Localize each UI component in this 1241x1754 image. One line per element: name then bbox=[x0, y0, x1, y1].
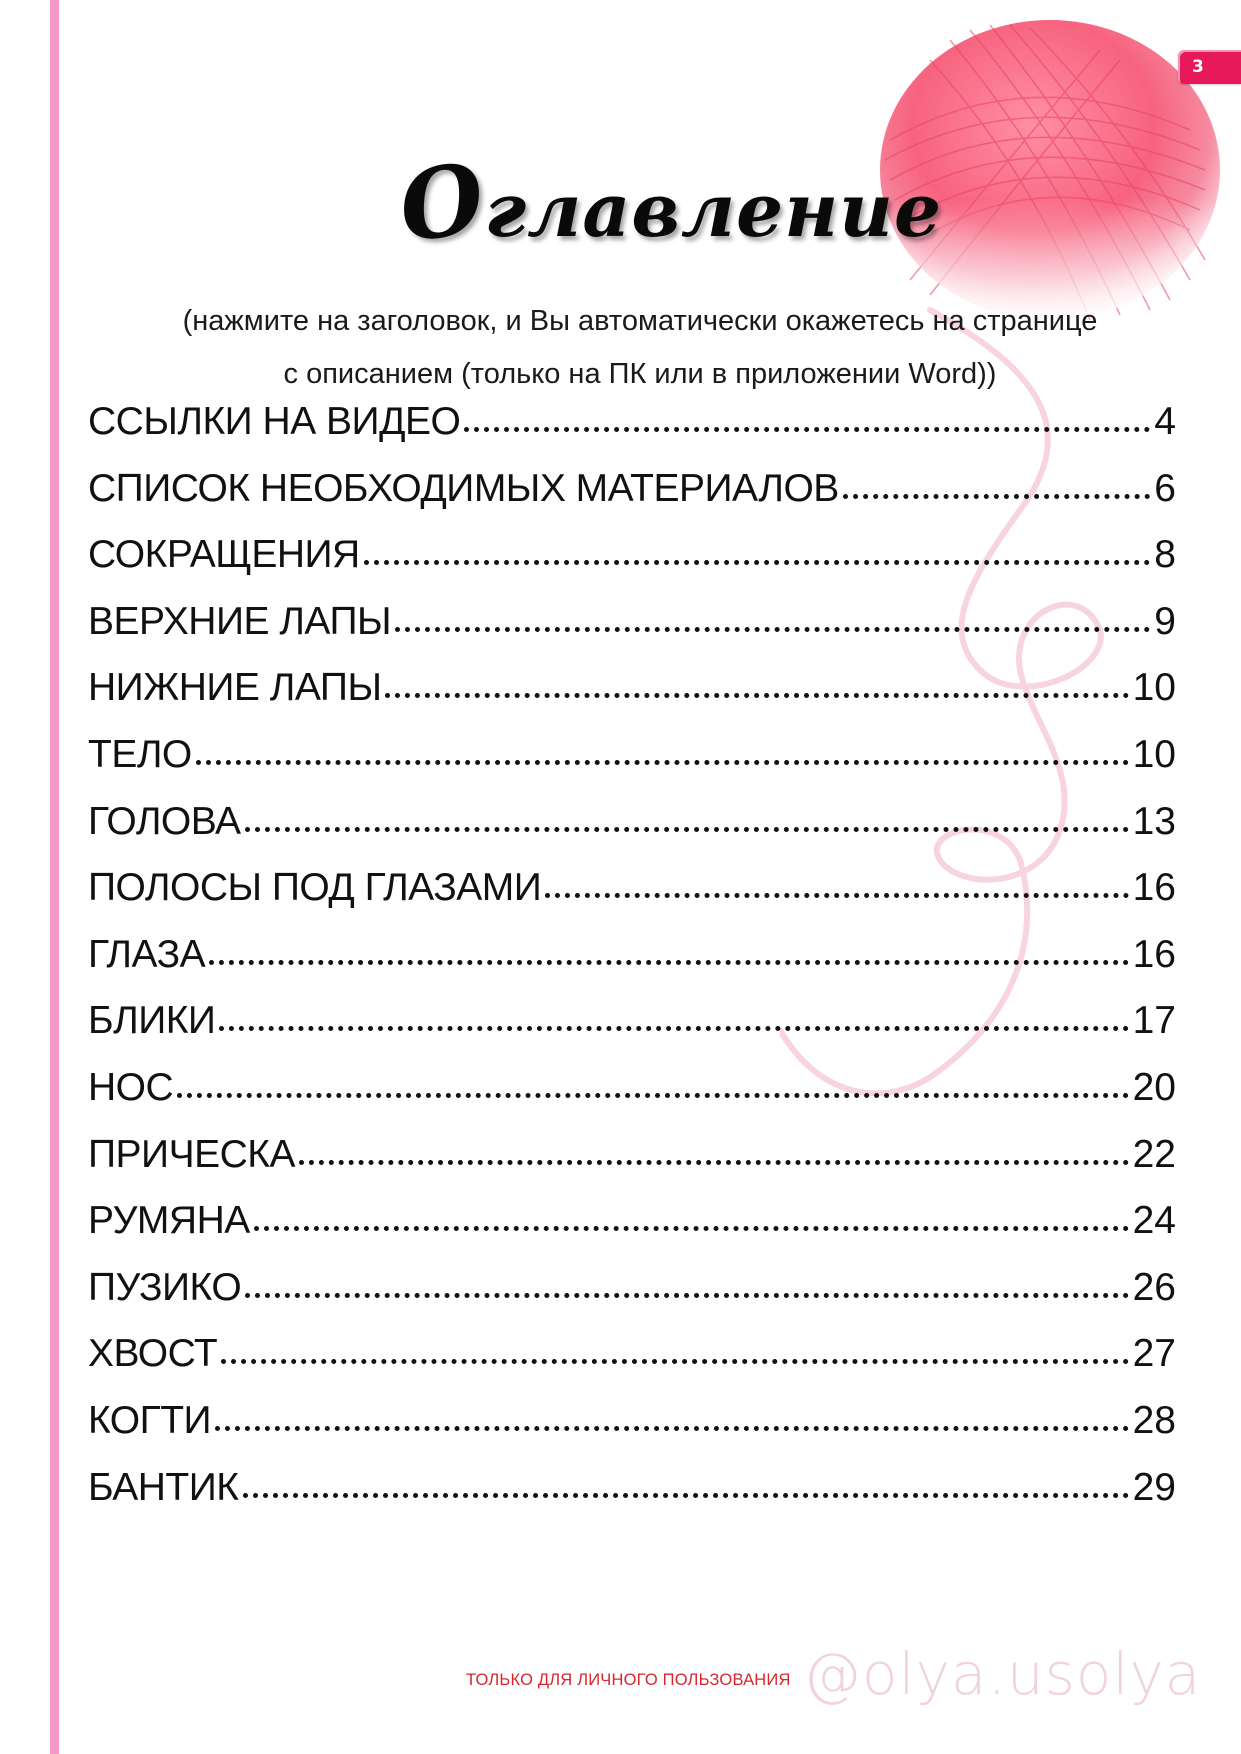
dot-leader bbox=[385, 693, 1128, 698]
toc-item-page: 9 bbox=[1154, 599, 1176, 643]
toc-item-label: БАНТИК bbox=[88, 1465, 239, 1509]
toc-item-bow[interactable] bbox=[88, 1466, 1176, 1533]
dot-leader bbox=[254, 1226, 1129, 1231]
dot-leader bbox=[221, 1359, 1128, 1364]
table-of-contents bbox=[88, 400, 1176, 1532]
toc-item-eyes[interactable] bbox=[88, 933, 1176, 1000]
toc-item-nose[interactable] bbox=[88, 1066, 1176, 1133]
toc-item-page: 8 bbox=[1154, 533, 1176, 577]
dot-leader bbox=[219, 1026, 1128, 1031]
dot-leader bbox=[177, 1093, 1128, 1098]
toc-item-lower-paws[interactable] bbox=[88, 666, 1176, 733]
toc-item-page: 17 bbox=[1132, 999, 1176, 1043]
instructions-line-2: с описанием (только на ПК или в приложении Word)) bbox=[283, 358, 997, 390]
toc-item-page: 28 bbox=[1132, 1398, 1176, 1442]
toc-item-hairstyle[interactable] bbox=[88, 1133, 1176, 1200]
toc-item-label: ПРИЧЕСКА bbox=[88, 1132, 295, 1176]
title-initial: О bbox=[392, 140, 493, 265]
toc-item-label: ХВОСТ bbox=[88, 1332, 218, 1376]
dot-leader bbox=[196, 760, 1129, 765]
toc-item-materials[interactable] bbox=[88, 467, 1176, 534]
dot-leader bbox=[843, 494, 1150, 499]
toc-item-head[interactable] bbox=[88, 800, 1176, 867]
toc-item-page: 4 bbox=[1154, 400, 1176, 443]
toc-item-page: 16 bbox=[1132, 866, 1176, 910]
toc-item-page: 10 bbox=[1132, 732, 1176, 776]
dot-leader bbox=[395, 627, 1150, 632]
toc-item-abbreviations[interactable] bbox=[88, 533, 1176, 600]
toc-item-tail[interactable] bbox=[88, 1332, 1176, 1399]
toc-item-label: ГОЛОВА bbox=[88, 799, 241, 843]
dot-leader bbox=[364, 560, 1150, 565]
toc-item-page: 22 bbox=[1132, 1132, 1176, 1176]
toc-item-page: 27 bbox=[1132, 1332, 1176, 1376]
toc-item-page: 6 bbox=[1154, 466, 1176, 510]
toc-item-page: 10 bbox=[1132, 666, 1176, 710]
toc-item-eye-stripes[interactable] bbox=[88, 866, 1176, 933]
toc-item-label: БЛИКИ bbox=[88, 999, 216, 1043]
toc-item-video-links[interactable] bbox=[88, 400, 1176, 467]
toc-item-page: 26 bbox=[1132, 1265, 1176, 1309]
dot-leader bbox=[464, 427, 1150, 432]
page-title bbox=[392, 140, 943, 265]
toc-item-page: 24 bbox=[1132, 1199, 1176, 1243]
toc-item-label: НОС bbox=[88, 1065, 174, 1109]
toc-item-upper-paws[interactable] bbox=[88, 600, 1176, 667]
left-page-border bbox=[50, 0, 59, 1754]
toc-item-page: 20 bbox=[1132, 1065, 1176, 1109]
title-rest: главление bbox=[484, 168, 943, 254]
toc-item-label: ПОЛОСЫ ПОД ГЛАЗАМИ bbox=[88, 866, 542, 910]
dot-leader bbox=[245, 827, 1129, 832]
toc-item-label: КОГТИ bbox=[88, 1398, 212, 1442]
toc-item-highlights[interactable] bbox=[88, 999, 1176, 1066]
toc-item-label: ВЕРХНИЕ ЛАПЫ bbox=[88, 599, 392, 643]
toc-item-label: РУМЯНА bbox=[88, 1199, 250, 1243]
toc-item-blush[interactable] bbox=[88, 1199, 1176, 1266]
dot-leader bbox=[245, 1293, 1128, 1298]
author-watermark: @olya.usolya bbox=[803, 1640, 1202, 1708]
toc-item-label: ГЛАЗА bbox=[88, 932, 206, 976]
personal-use-notice: ТОЛЬКО ДЛЯ ЛИЧНОГО ПОЛЬЗОВАНИЯ bbox=[466, 1671, 791, 1689]
dot-leader bbox=[299, 1160, 1129, 1165]
toc-item-label: ПУЗИКО bbox=[88, 1265, 242, 1309]
dot-leader bbox=[215, 1426, 1129, 1431]
toc-item-label: ТЕЛО bbox=[88, 732, 192, 776]
toc-item-label: НИЖНИЕ ЛАПЫ bbox=[88, 666, 382, 710]
toc-item-label: ССЫЛКИ НА ВИДЕО bbox=[88, 400, 461, 443]
toc-item-label: СОКРАЩЕНИЯ bbox=[88, 533, 360, 577]
toc-item-label: СПИСОК НЕОБХОДИМЫХ МАТЕРИАЛОВ bbox=[88, 466, 839, 510]
dot-leader bbox=[243, 1493, 1129, 1498]
dot-leader bbox=[545, 893, 1128, 898]
toc-item-page: 13 bbox=[1132, 799, 1176, 843]
toc-item-claws[interactable] bbox=[88, 1399, 1176, 1466]
toc-item-page: 29 bbox=[1132, 1465, 1176, 1509]
dot-leader bbox=[209, 960, 1128, 965]
instructions-text bbox=[80, 295, 1200, 401]
page-number-badge: 3 bbox=[1178, 50, 1241, 84]
instructions-line-1: (нажмите на заголовок, и Вы автоматически окажетесь на странице bbox=[182, 305, 1098, 337]
toc-item-page: 16 bbox=[1132, 932, 1176, 976]
toc-item-body[interactable] bbox=[88, 733, 1176, 800]
toc-item-tummy[interactable] bbox=[88, 1266, 1176, 1333]
